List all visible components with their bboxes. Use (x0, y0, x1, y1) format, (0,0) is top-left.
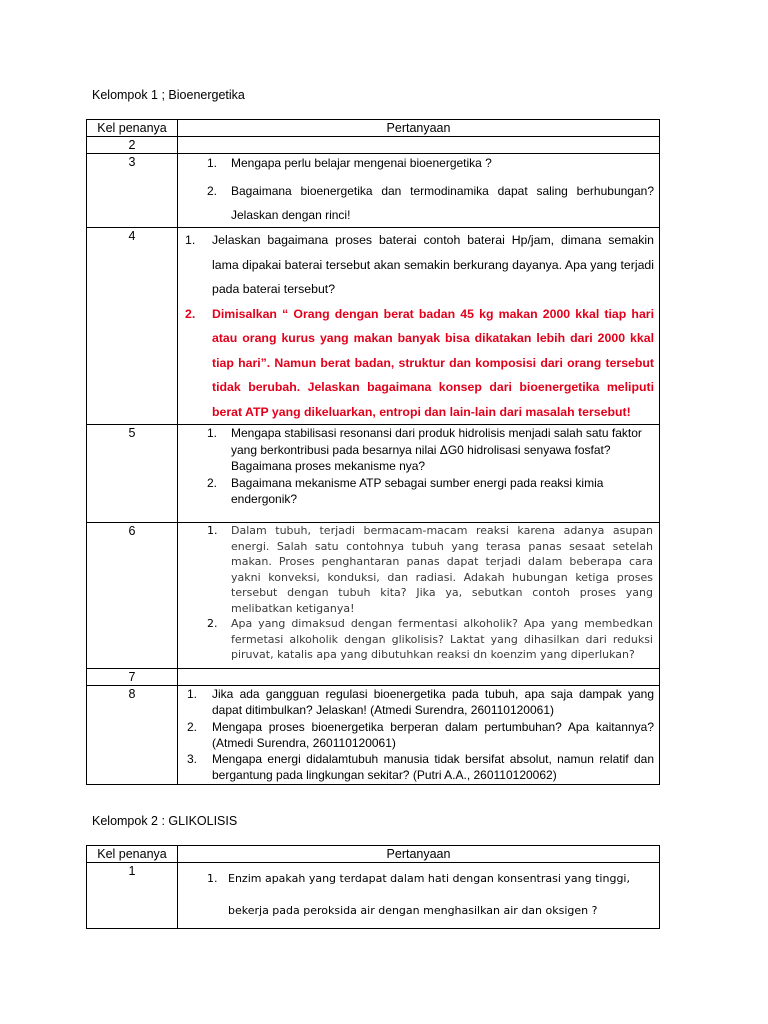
question-text: Dalam tubuh, terjadi bermacam-macam reaksi karena adanya asupan energi. Salah satu contohnya tubuh yang terasa panas sesaat setelah makan. Proses penghantaran panas dapat terjadi dalam beberapa cara yakni konveksi, konduksi, dan radiasi. Adakah hubungan ketiga proses tersebut dengan tubuh kita? Jika ya, sebutkan contoh proses yang melibatkan ketiganya! (231, 524, 653, 615)
group1-table (86, 119, 660, 785)
question-cell (178, 863, 660, 929)
list-item (207, 475, 645, 508)
item-number: 2. (185, 306, 196, 321)
list-item (187, 751, 654, 784)
question-text: Enzim apakah yang terdapat dalam hati dengan konsentrasi yang tinggi, bekerja pada peroksida air dengan menghasilkan air dan oksigen ? (228, 872, 630, 917)
item-number: 2. (187, 719, 198, 734)
col-question-header: Pertanyaan (178, 846, 660, 863)
group2-heading: Kelompok 2 : GLIKOLISIS (92, 814, 238, 828)
kel-cell: 7 (87, 669, 178, 686)
item-number: 2. (207, 184, 218, 198)
group1-heading: Kelompok 1 ; Bioenergetika (92, 88, 245, 102)
question-cell (178, 686, 660, 785)
question-text: Mengapa perlu belajar mengenai bioenergetika ? (231, 156, 492, 170)
item-number: 1. (207, 872, 218, 885)
table-header-row (87, 120, 660, 137)
kel-cell: 3 (87, 154, 178, 228)
list-item (187, 719, 654, 752)
question-list (178, 686, 659, 784)
list-item (207, 179, 654, 227)
item-number: 1. (187, 687, 198, 701)
col-kel-header: Kel penanya (87, 120, 178, 137)
kel-cell: 2 (87, 137, 178, 154)
list-item (207, 616, 653, 663)
question-list (178, 523, 659, 663)
kel-cell: 5 (87, 425, 178, 523)
table-header-row (87, 846, 660, 863)
question-text: Bagaimana mekanisme ATP sebagai sumber energi pada reaksi kimia endergonik? (231, 475, 604, 506)
question-text: Jelaskan bagaimana proses baterai contoh baterai Hp/jam, dimana semakin lama dipakai baterai tersebut akan semakin berkurang dayanya. Apa yang terjadi pada baterai tersebut? (212, 233, 654, 296)
question-list (178, 154, 659, 227)
question-text: Mengapa energi didalamtubuh manusia tidak bersifat absolut, namun relatif dan bergantung pada lingkungan sekitar? (Putri A.A., 260110120062) (212, 752, 654, 783)
table-row (87, 228, 660, 425)
item-number: 1. (207, 524, 218, 537)
question-list (178, 863, 659, 927)
item-number: 1. (207, 156, 218, 170)
item-number: 1. (185, 233, 196, 247)
question-text: Bagaimana bioenergetika dan termodinamika dapat saling berhubungan? Jelaskan dengan rinci! (231, 184, 654, 222)
kel-cell: 1 (87, 863, 178, 929)
table-row (87, 137, 660, 154)
item-number: 2. (207, 475, 218, 490)
table-row (87, 669, 660, 686)
list-item (207, 155, 654, 171)
question-text: Mengapa stabilisasi resonansi dari produk hidrolisis menjadi salah satu faktor yang berkontribusi pada besarnya nilai ΔG0 hidrolisasi senyawa fosfat? Bagaimana proses mekanisme nya? (231, 426, 642, 473)
col-kel-header: Kel penanya (87, 846, 178, 863)
kel-cell: 4 (87, 228, 178, 425)
group2-table (86, 845, 660, 929)
item-number: 2. (207, 617, 218, 630)
question-list (178, 425, 659, 508)
question-text: Dimisalkan “ Orang dengan berat badan 45 kg makan 2000 kkal tiap hari atau orang kurus yang makan banyak bisa dikatakan lebih dari 2000 kkal tiap hari”. Namun berat badan, struktur dan komposisi dari orang tersebut tidak berubah. Jelaskan bagaimana konsep dari bioenergetika meliputi berat ATP yang dikeluarkan, entropi dan lain-lain dari masalah tersebut! (212, 306, 654, 419)
question-cell (178, 228, 660, 425)
list-item (207, 425, 645, 475)
col-question-header: Pertanyaan (178, 120, 660, 137)
list-item (185, 302, 654, 425)
table-row (87, 686, 660, 785)
table-row (87, 863, 660, 929)
table-row (87, 154, 660, 228)
item-number: 1. (207, 426, 218, 440)
list-item (207, 523, 653, 616)
list-item (187, 686, 654, 719)
kel-cell: 8 (87, 686, 178, 785)
item-number: 3. (187, 752, 198, 767)
question-cell (178, 137, 660, 154)
question-cell (178, 523, 660, 669)
question-text: Mengapa proses bioenergetika berperan dalam pertumbuhan? Apa kaitannya? (Atmedi Surendra, 260110120061) (212, 719, 654, 750)
question-list (178, 228, 659, 424)
question-text: Apa yang dimaksud dengan fermentasi alkoholik? Apa yang membedkan fermetasi alkoholik dengan glikolisis? Laktat yang dihasilkan dari reduksi piruvat, katalis apa yang dibutuhkan reaksi dn koenzim yang diperlukan? (231, 617, 653, 661)
table-row (87, 425, 660, 523)
question-cell (178, 669, 660, 686)
list-item (185, 228, 654, 302)
list-item (207, 863, 647, 927)
question-cell (178, 154, 660, 228)
question-cell (178, 425, 660, 523)
kel-cell: 6 (87, 523, 178, 669)
question-text: Jika ada gangguan regulasi bioenergetika pada tubuh, apa saja dampak yang dapat ditimbulkan? Jelaskan! (Atmedi Surendra, 260110120061) (212, 687, 654, 718)
table-row (87, 523, 660, 669)
